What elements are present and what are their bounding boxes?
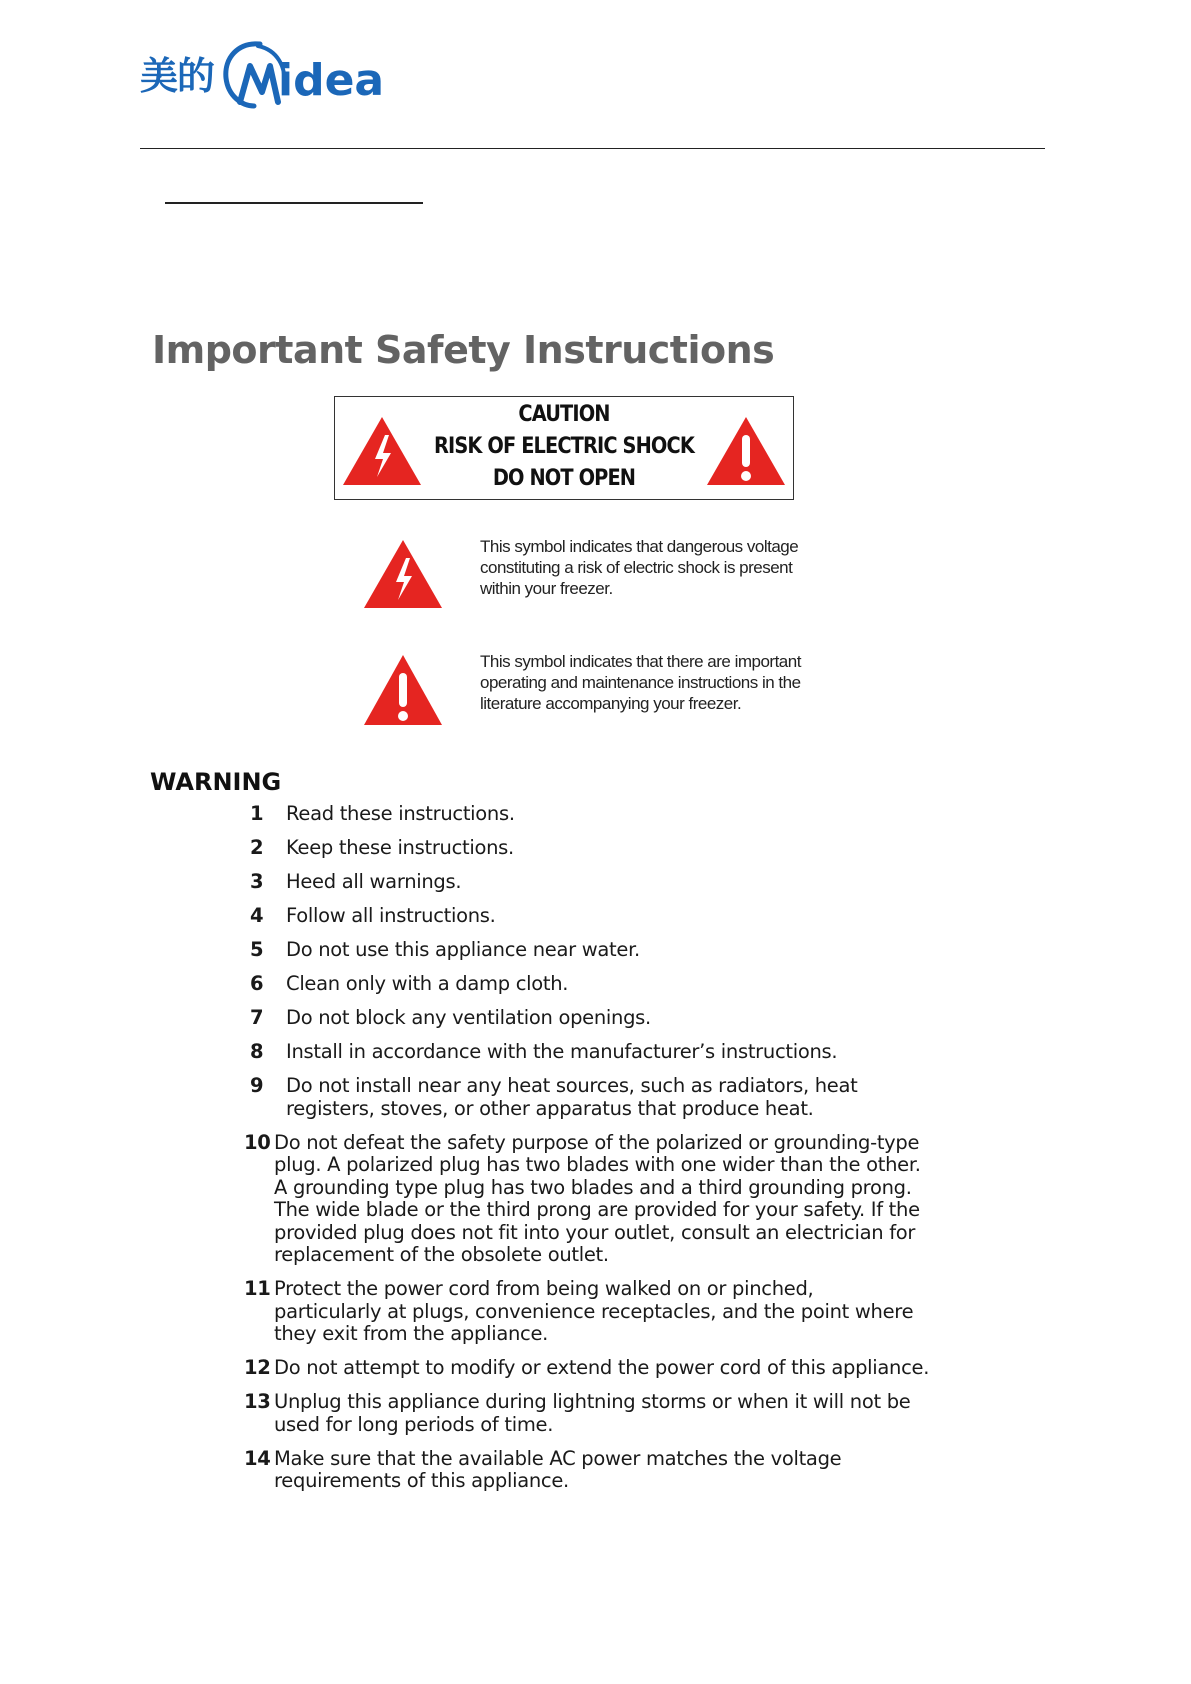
logo-chinese-text: 美的 bbox=[140, 54, 215, 98]
list-item: 2 Keep these instructions. bbox=[250, 836, 514, 859]
list-item: 1 Read these instructions. bbox=[250, 802, 515, 825]
caution-box bbox=[334, 396, 794, 500]
caution-line-1: CAUTION bbox=[518, 402, 610, 427]
symbol-voltage-text: This symbol indicates that dangerous voltage constituting a risk of electric shock is present within your freezer. bbox=[480, 537, 799, 598]
logo-brand-text: idea bbox=[278, 55, 385, 106]
list-item: 10 Do not defeat the safety purpose of the polarized or grounding-type plug. A polarized plug has two blades with one wider than the other. A grounding type plug has two blades and a third grounding prong. The wide blade or the third prong are provided for your safety. If the provided plug does not fit into your outlet, consult an electrician for replacement of the obsolete outlet. bbox=[244, 1130, 921, 1266]
list-item: 12 Do not attempt to modify or extend the power cord of this appliance. bbox=[244, 1356, 930, 1379]
exclamation-warning-icon bbox=[360, 651, 446, 729]
list-item: 5 Do not use this appliance near water. bbox=[250, 938, 640, 961]
logo-brand bbox=[220, 40, 384, 112]
list-item: 4 Follow all instructions. bbox=[250, 904, 496, 927]
list-item: 6 Clean only with a damp cloth. bbox=[250, 972, 569, 995]
exclamation-warning-icon bbox=[703, 413, 789, 489]
list-item: 13 Unplug this appliance during lightning storms or when it will not be used for long periods of time. bbox=[244, 1390, 911, 1436]
list-item: 8 Install in accordance with the manufacturer’s instructions. bbox=[250, 1040, 838, 1063]
symbol-instructions-text: This symbol indicates that there are important operating and maintenance instructions in the literature accompanying your freezer. bbox=[480, 652, 801, 713]
list-item: 3 Heed all warnings. bbox=[250, 870, 462, 893]
list-item: 11 Protect the power cord from being walked on or pinched, particularly at plugs, convenience receptacles, and the point where they exit from the appliance. bbox=[244, 1277, 914, 1345]
list-item: 14 Make sure that the available AC power matches the voltage requirements of this appliance. bbox=[244, 1446, 842, 1492]
midea-logo bbox=[140, 40, 384, 112]
caution-line-2: RISK OF ELECTRIC SHOCK bbox=[434, 434, 694, 459]
caution-line-3: DO NOT OPEN bbox=[492, 466, 636, 491]
short-divider bbox=[165, 202, 423, 204]
lightning-warning-icon bbox=[360, 536, 446, 612]
page-title: Important Safety Instructions bbox=[152, 328, 775, 372]
warning-heading: WARNING bbox=[150, 768, 282, 796]
list-item: 7 Do not block any ventilation openings. bbox=[250, 1006, 651, 1029]
header-divider bbox=[140, 148, 1045, 149]
list-item: 9 Do not install near any heat sources, such as radiators, heat registers, stoves, or other apparatus that produce heat. bbox=[250, 1074, 858, 1120]
warning-list bbox=[240, 803, 940, 1493]
